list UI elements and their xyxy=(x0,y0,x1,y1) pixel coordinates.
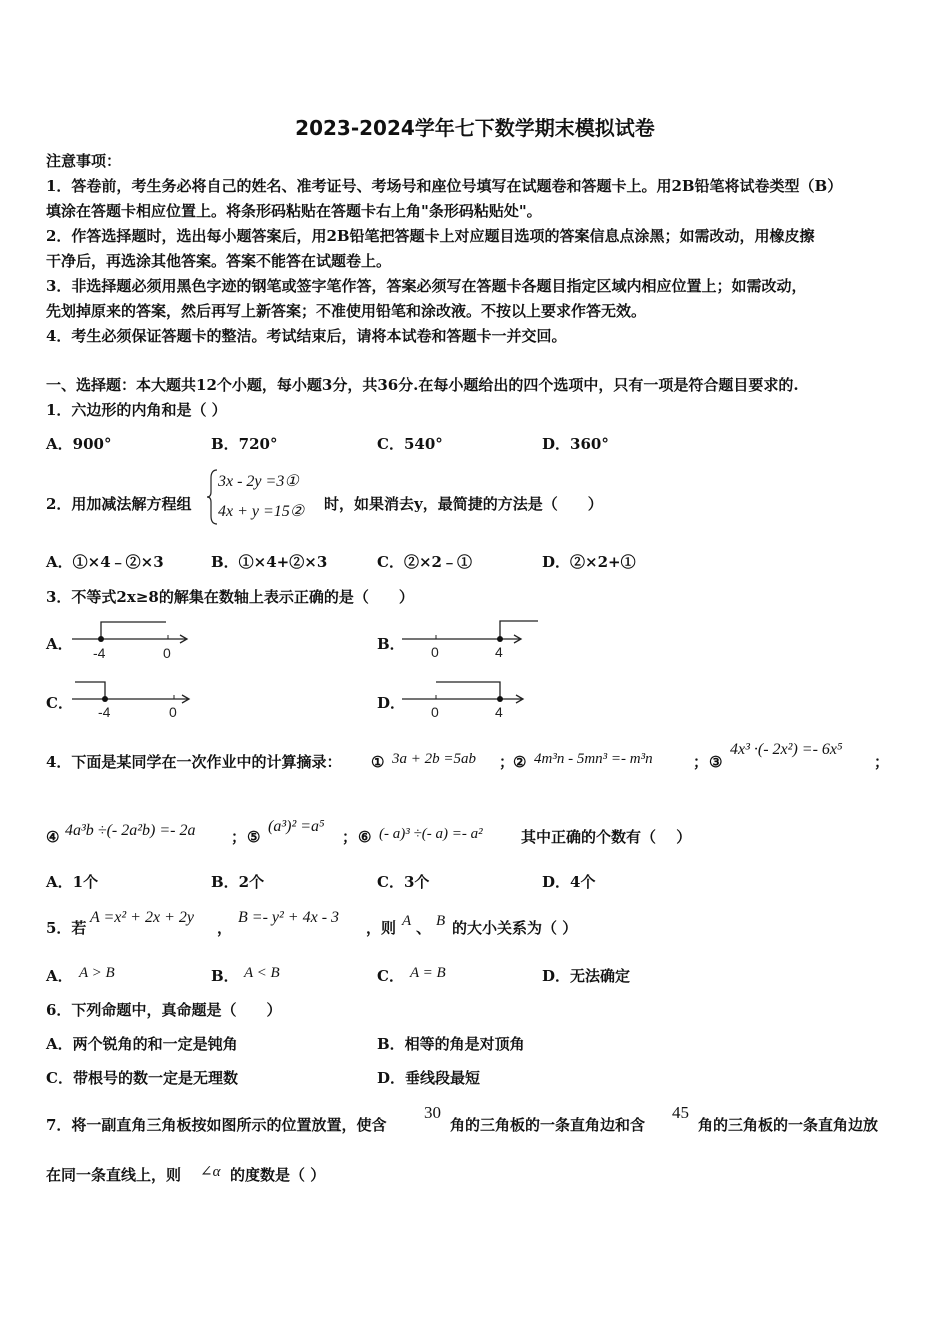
q7-line-1-a: 7．将一副直角三角板按如图所示的位置放置，使含 xyxy=(46,1116,387,1134)
q5-stem-mid: ，则 xyxy=(366,919,397,937)
q7-line-1-c: 角的三角板的一条直角边放 xyxy=(698,1116,879,1134)
q1-option-c: C．540° xyxy=(377,435,443,453)
q7-line-1-b: 角的三角板的一条直角边和含 xyxy=(450,1116,646,1134)
q4-circle-4: ④ xyxy=(46,828,60,846)
q2-option-a: A．①×4﹣②×3 xyxy=(46,553,164,571)
notice-line-3: 2．作答选择题时，选出每小题答案后，用2B铅笔把答题卡上对应题目选项的答案信息点涂黑；如需改动，用橡皮擦 xyxy=(46,227,815,245)
notice-line-2: 填涂在答题卡相应位置上。将条形码粘贴在答题卡右上角"条形码粘贴处"。 xyxy=(46,202,542,220)
q5-var-a: A xyxy=(402,913,412,929)
q5-option-c-expr: A = B xyxy=(410,965,446,981)
q3-numberline-c xyxy=(70,674,200,724)
q2-option-c: C．②×2﹣① xyxy=(377,553,472,571)
q3-stem: 3．不等式2x≥8的解集在数轴上表示正确的是（ ） xyxy=(46,588,414,606)
q3-d-label-2: 4 xyxy=(495,704,503,720)
q4-sep-5: ； xyxy=(342,828,358,846)
q4-circle-2: ② xyxy=(513,753,527,771)
q2-stem-pre: 2．用加减法解方程组 xyxy=(46,495,192,513)
q4-circle-6: ⑥ xyxy=(358,828,372,846)
notice-line-1: 1．答卷前，考生务必将自己的姓名、准考证号、考场号和座位号填写在试题卷和答题卡上。用2B铅笔将试卷类型（B） xyxy=(46,177,843,195)
q3-option-d: D． xyxy=(377,694,406,712)
q1-stem: 1．六边形的内角和是（ ） xyxy=(46,401,227,419)
q6-option-c: C．带根号的数一定是无理数 xyxy=(46,1069,238,1087)
q5-dun: 、 xyxy=(416,919,432,937)
q4-circle-3: ③ xyxy=(709,753,723,771)
q4-expr-4: 4a³b ÷(- 2a²b) =- 2a xyxy=(65,822,196,839)
q4-circle-5: ⑤ xyxy=(247,828,261,846)
q4-option-b: B．2个 xyxy=(211,873,265,891)
q4-stem-tail: 其中正确的个数有（ ） xyxy=(521,828,692,846)
q5-expr-a: A =x² + 2x + 2y xyxy=(90,909,194,926)
notice-line-4: 干净后，再选涂其他答案。答案不能答在试题卷上。 xyxy=(46,252,392,270)
q7-number-30: 30 xyxy=(424,1103,441,1122)
q4-sep-1: ； xyxy=(499,753,515,771)
q3-option-b: B． xyxy=(377,635,405,653)
q3-a-label-1: -4 xyxy=(93,645,106,661)
q4-sep-2: ； xyxy=(693,753,709,771)
q3-option-a: A． xyxy=(46,635,73,653)
q6-option-b: B．相等的角是对顶角 xyxy=(377,1035,525,1053)
q4-expr-1: 3a + 2b =5ab xyxy=(392,751,476,767)
q4-circle-1: ① xyxy=(371,753,385,771)
q5-option-b-expr: A < B xyxy=(244,965,280,981)
q6-option-a: A．两个锐角的和一定是钝角 xyxy=(46,1035,238,1053)
q5-option-a-expr: A > B xyxy=(79,965,115,981)
q3-d-label-1: 0 xyxy=(431,704,439,720)
section-heading: 一、选择题：本大题共12个小题，每小题3分，共36分.在每小题给出的四个选项中，只有一项是符合题目要求的. xyxy=(46,376,799,394)
q4-option-a: A．1个 xyxy=(46,873,99,891)
notice-line-5: 3．非选择题必须用黑色字迹的钢笔或签字笔作答，答案必须写在答题卡各题目指定区域内相应位置上；如需改动， xyxy=(46,277,807,295)
q5-option-d: D．无法确定 xyxy=(542,967,631,985)
q3-numberline-d xyxy=(398,674,538,724)
q1-option-a: A．900° xyxy=(46,435,112,453)
q3-c-label-2: 0 xyxy=(169,704,177,720)
q1-option-b: B．720° xyxy=(211,435,278,453)
q2-stem-post: 时，如果消去y，最简捷的方法是（ ） xyxy=(324,495,603,513)
q3-numberline-a xyxy=(66,614,196,664)
q3-a-label-2: 0 xyxy=(163,645,171,661)
q4-sep-3: ； xyxy=(874,753,890,771)
q6-option-d: D．垂线段最短 xyxy=(377,1069,481,1087)
notice-line-6: 先划掉原来的答案，然后再写上新答案；不准使用铅笔和涂改液。不按以上要求作答无效。 xyxy=(46,302,647,320)
q4-expr-6: (- a)³ ÷(- a) =- a² xyxy=(379,826,483,842)
q7-angle: ∠α xyxy=(200,1164,221,1180)
q3-option-c: C． xyxy=(46,694,73,712)
q5-expr-b: B =- y² + 4x - 3 xyxy=(238,909,340,926)
notice-line-7: 4．考生必须保证答题卡的整洁。考试结束后，请将本试卷和答题卡一并交回。 xyxy=(46,327,567,345)
page-title: 2023-2024学年七下数学期末模拟试卷 xyxy=(295,116,655,140)
q3-c-label-1: -4 xyxy=(98,704,111,720)
q6-stem: 6．下列命题中，真命题是（ ） xyxy=(46,1001,282,1019)
q4-option-c: C．3个 xyxy=(377,873,430,891)
q2-equation-2: 4x + y =15② xyxy=(218,503,305,520)
q3-b-label-1: 0 xyxy=(431,644,439,660)
q7-line-2-a: 在同一条直线上，则 xyxy=(46,1166,182,1184)
q7-number-45: 45 xyxy=(672,1103,689,1122)
q4-sep-4: ； xyxy=(231,828,247,846)
q4-expr-5: (a³)² =a⁵ xyxy=(268,818,325,835)
q5-option-a: A． xyxy=(46,967,73,985)
q1-option-d: D．360° xyxy=(542,435,609,453)
q3-b-label-2: 4 xyxy=(495,644,503,660)
notice-heading: 注意事项： xyxy=(46,152,122,170)
q5-stem-post: 的大小关系为（ ） xyxy=(452,919,578,937)
q4-option-d: D．4个 xyxy=(542,873,596,891)
q2-equation-1: 3x - 2y =3① xyxy=(218,473,299,490)
q5-option-c: C． xyxy=(377,967,404,985)
q5-var-b: B xyxy=(436,913,446,929)
q2-option-d: D．②×2+① xyxy=(542,553,636,571)
q5-option-b: B． xyxy=(211,967,239,985)
q5-stem-pre: 5．若 xyxy=(46,919,87,937)
q4-expr-3: 4x³ ·(- 2x²) =- 6x⁵ xyxy=(730,741,843,758)
q2-option-b: B．①×4+②×3 xyxy=(211,553,328,571)
q4-stem: 4．下面是某同学在一次作业中的计算摘录： xyxy=(46,753,342,771)
q3-numberline-b xyxy=(398,614,543,664)
q7-line-2-b: 的度数是（ ） xyxy=(230,1166,326,1184)
q5-comma: ， xyxy=(217,919,233,937)
q4-expr-2: 4m³n - 5mn³ =- m³n xyxy=(534,751,653,767)
